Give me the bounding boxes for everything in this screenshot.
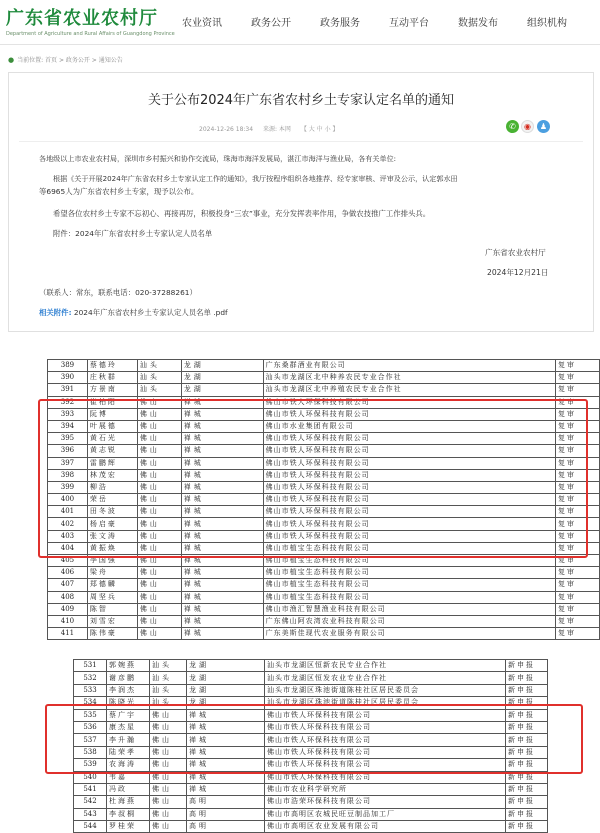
org-cell: 佛山市高明区农业发展有限公司 xyxy=(265,821,506,833)
seq-cell: 405 xyxy=(48,555,88,567)
site-logo[interactable] xyxy=(6,4,186,37)
org-cell: 佛山市植宝生态科技有限公司 xyxy=(263,579,555,591)
city-cell: 佛山 xyxy=(137,396,181,408)
city-cell: 佛山 xyxy=(137,420,181,432)
city-cell: 佛山 xyxy=(150,771,187,783)
nav-item-data-release[interactable]: 数据发布 xyxy=(458,18,498,29)
type-cell: 复审 xyxy=(556,506,600,518)
district-cell: 禅城 xyxy=(181,469,263,481)
district-cell: 禅城 xyxy=(181,542,263,554)
org-cell: 广东美斯佳现代农业服务有限公司 xyxy=(263,628,555,640)
table-row xyxy=(74,684,548,696)
district-cell: 禅城 xyxy=(181,494,263,506)
breadcrumb-text[interactable]: 当前位置: 首页 > 政务公开 > 通知公告 xyxy=(17,57,123,64)
nav-item-organization[interactable]: 组织机构 xyxy=(527,18,567,29)
type-cell: 复审 xyxy=(556,628,600,640)
org-cell: 佛山市铁人环保科技有限公司 xyxy=(265,709,506,721)
table-row xyxy=(48,615,600,627)
seq-cell: 400 xyxy=(48,494,88,506)
location-pin-icon: ● xyxy=(8,56,15,64)
table-row xyxy=(48,567,600,579)
contact-info: （联系人：常东，联系电话：020-37288261） xyxy=(39,288,197,297)
type-cell: 复审 xyxy=(556,420,600,432)
table-row xyxy=(48,603,600,615)
city-cell: 佛山 xyxy=(137,530,181,542)
district-cell: 禅城 xyxy=(181,530,263,542)
city-cell: 佛山 xyxy=(137,433,181,445)
type-cell: 新申报 xyxy=(506,697,548,709)
table-row xyxy=(48,628,600,640)
org-cell: 汕头市龙湖区北中养殖农民专业合作社 xyxy=(263,384,555,396)
type-cell: 复审 xyxy=(556,555,600,567)
org-cell: 汕头市龙湖区珠池街道陈桂社区居民委员会 xyxy=(265,697,506,709)
city-cell: 汕头 xyxy=(137,384,181,396)
city-cell: 佛山 xyxy=(137,555,181,567)
org-cell: 佛山市铁人环保科技有限公司 xyxy=(263,481,555,493)
seq-cell: 402 xyxy=(48,518,88,530)
table-row xyxy=(74,808,548,820)
seq-cell: 395 xyxy=(48,433,88,445)
top-navigation-bar xyxy=(0,0,600,45)
table-row xyxy=(48,384,600,396)
seq-cell: 540 xyxy=(74,771,107,783)
name-cell: 郭婉燕 xyxy=(107,660,150,672)
type-cell: 复审 xyxy=(556,494,600,506)
breadcrumb xyxy=(8,55,123,64)
type-cell: 新申报 xyxy=(506,746,548,758)
district-cell: 禅城 xyxy=(181,408,263,420)
type-cell: 复审 xyxy=(556,408,600,420)
city-cell: 佛山 xyxy=(150,759,187,771)
district-cell: 禅城 xyxy=(187,759,265,771)
seq-cell: 535 xyxy=(74,709,107,721)
city-cell: 佛山 xyxy=(137,615,181,627)
city-cell: 佛山 xyxy=(150,721,187,733)
district-cell: 禅城 xyxy=(181,628,263,640)
type-cell: 新申报 xyxy=(506,660,548,672)
type-cell: 新申报 xyxy=(506,734,548,746)
seq-cell: 401 xyxy=(48,506,88,518)
city-cell: 汕头 xyxy=(150,684,187,696)
city-cell: 佛山 xyxy=(137,457,181,469)
city-cell: 汕头 xyxy=(150,660,187,672)
name-cell: 林茂宏 xyxy=(87,469,137,481)
city-cell: 佛山 xyxy=(150,734,187,746)
org-cell: 广东佛山阿农湾农业科技有限公司 xyxy=(263,615,555,627)
table-row xyxy=(48,579,600,591)
type-cell: 复审 xyxy=(556,518,600,530)
city-cell: 佛山 xyxy=(137,408,181,420)
type-cell: 复审 xyxy=(556,591,600,603)
name-cell: 杜海燕 xyxy=(107,796,150,808)
seq-cell: 403 xyxy=(48,530,88,542)
name-cell: 杨启豪 xyxy=(87,518,137,530)
org-cell: 佛山市农业科学研究所 xyxy=(265,783,506,795)
type-cell: 复审 xyxy=(556,433,600,445)
table-row xyxy=(74,796,548,808)
district-cell: 龙湖 xyxy=(187,672,265,684)
article-card xyxy=(8,72,594,332)
name-cell: 方景南 xyxy=(87,384,137,396)
font-size-selector[interactable]: 【 大 中 小 】 xyxy=(300,126,339,133)
district-cell: 禅城 xyxy=(181,481,263,493)
city-cell: 佛山 xyxy=(137,628,181,640)
table-row xyxy=(48,372,600,384)
name-cell: 田冬波 xyxy=(87,506,137,518)
main-nav xyxy=(182,14,596,29)
city-cell: 佛山 xyxy=(150,746,187,758)
org-cell: 广东桑群酒业有限公司 xyxy=(263,360,555,372)
district-cell: 禅城 xyxy=(181,396,263,408)
district-cell: 龙湖 xyxy=(181,384,263,396)
seq-cell: 391 xyxy=(48,384,88,396)
seq-cell: 404 xyxy=(48,542,88,554)
table-row xyxy=(74,660,548,672)
type-cell: 复审 xyxy=(556,384,600,396)
type-cell: 复审 xyxy=(556,372,600,384)
district-cell: 禅城 xyxy=(187,734,265,746)
article-body-line1: 根据《关于开展2024年广东省农村乡土专家认定工作的通知》，我厅按程序组织各地推荐、经专家审核、评审及公示，认定郭水田 xyxy=(53,174,458,183)
name-cell: 陈伟豪 xyxy=(87,628,137,640)
city-cell: 佛山 xyxy=(150,808,187,820)
name-cell: 陆荣孝 xyxy=(107,746,150,758)
district-cell: 龙湖 xyxy=(187,660,265,672)
name-cell: 雷鹏辉 xyxy=(87,457,137,469)
seq-cell: 399 xyxy=(48,481,88,493)
type-cell: 复审 xyxy=(556,457,600,469)
city-cell: 佛山 xyxy=(137,603,181,615)
divider xyxy=(19,141,583,142)
type-cell: 复审 xyxy=(556,579,600,591)
table-row xyxy=(74,783,548,795)
name-cell: 崔柏阳 xyxy=(87,396,137,408)
city-cell: 佛山 xyxy=(137,542,181,554)
name-cell: 李润杰 xyxy=(107,684,150,696)
city-cell: 佛山 xyxy=(137,518,181,530)
type-cell: 复审 xyxy=(556,481,600,493)
type-cell: 复审 xyxy=(556,396,600,408)
seq-cell: 393 xyxy=(48,408,88,420)
type-cell: 新申报 xyxy=(506,783,548,795)
org-cell: 佛山市铁人环保科技有限公司 xyxy=(265,759,506,771)
type-cell: 新申报 xyxy=(506,684,548,696)
org-cell: 佛山市铁人环保科技有限公司 xyxy=(263,530,555,542)
highlight-box-2 xyxy=(45,704,583,774)
nav-item-gov-affairs[interactable]: 政务公开 xyxy=(251,18,291,29)
type-cell: 复审 xyxy=(556,603,600,615)
related-attachment-label: 相关附件: xyxy=(39,308,72,317)
article-source: 来源: 本网 xyxy=(263,126,291,133)
seq-cell: 534 xyxy=(74,697,107,709)
article-title: 关于公布2024年广东省农村乡土专家认定名单的通知 xyxy=(147,93,455,108)
logo-title: 广东省农业农村厅 xyxy=(6,8,158,29)
name-cell: 柳浩 xyxy=(87,481,137,493)
city-cell: 佛山 xyxy=(137,469,181,481)
type-cell: 新申报 xyxy=(506,808,548,820)
name-cell: 李国强 xyxy=(87,555,137,567)
highlight-box-1 xyxy=(38,399,588,558)
org-cell: 佛山市铁人环保科技有限公司 xyxy=(263,445,555,457)
district-cell: 禅城 xyxy=(181,579,263,591)
org-cell: 佛山市铁人环保科技有限公司 xyxy=(263,494,555,506)
district-cell: 禅城 xyxy=(187,771,265,783)
type-cell: 复审 xyxy=(556,567,600,579)
district-cell: 龙湖 xyxy=(181,372,263,384)
type-cell: 复审 xyxy=(556,360,600,372)
district-cell: 禅城 xyxy=(181,591,263,603)
district-cell: 高明 xyxy=(187,796,265,808)
type-cell: 新申报 xyxy=(506,771,548,783)
seq-cell: 538 xyxy=(74,746,107,758)
seq-cell: 407 xyxy=(48,579,88,591)
org-cell: 佛山市铁人环保科技有限公司 xyxy=(263,518,555,530)
city-cell: 佛山 xyxy=(150,821,187,833)
name-cell: 蔡广宇 xyxy=(107,709,150,721)
type-cell: 新申报 xyxy=(506,796,548,808)
district-cell: 禅城 xyxy=(187,746,265,758)
org-cell: 佛山市植宝生态科技有限公司 xyxy=(263,591,555,603)
type-cell: 新申报 xyxy=(506,672,548,684)
org-cell: 汕头市龙湖区北中种养农民专业合作社 xyxy=(263,372,555,384)
qq-icon[interactable]: ♟ xyxy=(537,120,550,133)
seq-cell: 398 xyxy=(48,469,88,481)
seq-cell: 406 xyxy=(48,567,88,579)
table-row xyxy=(48,360,600,372)
name-cell: 黄石光 xyxy=(87,433,137,445)
type-cell: 复审 xyxy=(556,445,600,457)
nav-item-agri-news[interactable]: 农业资讯 xyxy=(182,18,222,29)
name-cell: 周坚兵 xyxy=(87,591,137,603)
org-cell: 佛山市铁人环保科技有限公司 xyxy=(263,396,555,408)
org-cell: 佛山市铁人环保科技有限公司 xyxy=(263,457,555,469)
seq-cell: 410 xyxy=(48,615,88,627)
city-cell: 佛山 xyxy=(137,494,181,506)
district-cell: 禅城 xyxy=(181,457,263,469)
district-cell: 禅城 xyxy=(181,445,263,457)
logo-subtitle: Department of Agriculture and Rural Affairs of Guangdong Province xyxy=(6,31,175,37)
district-cell: 龙湖 xyxy=(181,360,263,372)
org-cell: 汕头市龙湖区珠池街道陈桂社区居民委员会 xyxy=(265,684,506,696)
name-cell: 罗桂荣 xyxy=(107,821,150,833)
name-cell: 李叔桐 xyxy=(107,808,150,820)
name-cell: 谢彦鹏 xyxy=(107,672,150,684)
city-cell: 佛山 xyxy=(150,709,187,721)
signature-date: 2024年12月21日 xyxy=(487,268,549,277)
seq-cell: 542 xyxy=(74,796,107,808)
district-cell: 龙湖 xyxy=(187,684,265,696)
city-cell: 佛山 xyxy=(137,579,181,591)
seq-cell: 390 xyxy=(48,372,88,384)
name-cell: 叶展德 xyxy=(87,420,137,432)
org-cell: 佛山市铁人环保科技有限公司 xyxy=(263,506,555,518)
city-cell: 汕头 xyxy=(137,372,181,384)
org-cell: 佛山市植宝生态科技有限公司 xyxy=(263,555,555,567)
district-cell: 禅城 xyxy=(181,506,263,518)
district-cell: 禅城 xyxy=(187,721,265,733)
city-cell: 佛山 xyxy=(137,506,181,518)
city-cell: 汕头 xyxy=(137,360,181,372)
org-cell: 佛山市铁人环保科技有限公司 xyxy=(263,469,555,481)
city-cell: 汕头 xyxy=(150,672,187,684)
table-row xyxy=(74,672,548,684)
name-cell: 黄振焕 xyxy=(87,542,137,554)
name-cell: 阮博 xyxy=(87,408,137,420)
district-cell: 禅城 xyxy=(181,420,263,432)
weibo-icon[interactable]: ◉ xyxy=(521,120,534,133)
name-cell: 刘雪宏 xyxy=(87,615,137,627)
org-cell: 佛山市高明区农城民旺豆制品加工厂 xyxy=(265,808,506,820)
article-body-line2: 等6965人为广东省农村乡土专家，现予以公布。 xyxy=(39,187,199,196)
city-cell: 佛山 xyxy=(137,591,181,603)
type-cell: 复审 xyxy=(556,542,600,554)
org-cell: 汕头市龙湖区恒发农业专业合作社 xyxy=(265,672,506,684)
name-cell: 庄秋群 xyxy=(87,372,137,384)
org-cell: 佛山市铁人环保科技有限公司 xyxy=(265,721,506,733)
article-attachment-text: 附件：2024年广东省农村乡土专家认定人员名单 xyxy=(53,229,213,238)
article-greeting: 各地级以上市农业农村局，深圳市乡村振兴和协作交流局，珠海市海洋发展局，湛江市海洋与渔业局，各有关单位: xyxy=(39,154,397,163)
seq-cell: 536 xyxy=(74,721,107,733)
seq-cell: 533 xyxy=(74,684,107,696)
type-cell: 新申报 xyxy=(506,759,548,771)
city-cell: 佛山 xyxy=(150,796,187,808)
nav-item-gov-services[interactable]: 政务服务 xyxy=(320,18,360,29)
wechat-icon[interactable]: ✆ xyxy=(506,120,519,133)
seq-cell: 392 xyxy=(48,396,88,408)
seq-cell: 537 xyxy=(74,734,107,746)
article-meta xyxy=(199,124,347,133)
article-body-line3: 希望各位农村乡土专家不忘初心、再接再厉，积极投身“三农”事业，充分发挥表率作用，争做农技推广工作排头兵。 xyxy=(53,209,431,218)
district-cell: 禅城 xyxy=(187,709,265,721)
name-cell: 李升瀚 xyxy=(107,734,150,746)
seq-cell: 389 xyxy=(48,360,88,372)
org-cell: 汕头市龙湖区恒新农民专业合作社 xyxy=(265,660,506,672)
org-cell: 佛山市植宝生态科技有限公司 xyxy=(263,567,555,579)
org-cell: 佛山市铁人环保科技有限公司 xyxy=(265,746,506,758)
name-cell: 黄志锐 xyxy=(87,445,137,457)
type-cell: 新申报 xyxy=(506,821,548,833)
city-cell: 佛山 xyxy=(150,783,187,795)
signature-org: 广东省农业农村厅 xyxy=(485,248,546,257)
seq-cell: 539 xyxy=(74,759,107,771)
district-cell: 禅城 xyxy=(181,567,263,579)
name-cell: 梁舟 xyxy=(87,567,137,579)
seq-cell: 543 xyxy=(74,808,107,820)
nav-item-interaction[interactable]: 互动平台 xyxy=(389,18,429,29)
name-cell: 冯政 xyxy=(107,783,150,795)
org-cell: 佛山市植宝生态科技有限公司 xyxy=(263,542,555,554)
city-cell: 佛山 xyxy=(137,481,181,493)
city-cell: 佛山 xyxy=(137,567,181,579)
name-cell: 荣岳 xyxy=(87,494,137,506)
name-cell: 郑德麟 xyxy=(87,579,137,591)
seq-cell: 531 xyxy=(74,660,107,672)
type-cell: 复审 xyxy=(556,615,600,627)
district-cell: 高明 xyxy=(187,808,265,820)
related-attachment-file-link[interactable]: 2024年广东省农村乡土专家认定人员名单 .pdf xyxy=(73,308,228,317)
type-cell: 复审 xyxy=(556,530,600,542)
city-cell: 佛山 xyxy=(137,445,181,457)
district-cell: 禅城 xyxy=(181,603,263,615)
district-cell: 禅城 xyxy=(181,555,263,567)
district-cell: 高明 xyxy=(187,821,265,833)
org-cell: 佛山市铁人环保科技有限公司 xyxy=(265,734,506,746)
type-cell: 复审 xyxy=(556,469,600,481)
seq-cell: 396 xyxy=(48,445,88,457)
district-cell: 禅城 xyxy=(181,433,263,445)
name-cell: 农海涛 xyxy=(107,759,150,771)
name-cell: 康杰星 xyxy=(107,721,150,733)
district-cell: 龙湖 xyxy=(187,697,265,709)
org-cell: 佛山市浩荣环保科技有限公司 xyxy=(265,796,506,808)
city-cell: 汕头 xyxy=(150,697,187,709)
article-date: 2024-12-26 18:34 xyxy=(199,126,254,133)
seq-cell: 409 xyxy=(48,603,88,615)
org-cell: 佛山市水业集团有限公司 xyxy=(263,420,555,432)
seq-cell: 544 xyxy=(74,821,107,833)
seq-cell: 541 xyxy=(74,783,107,795)
name-cell: 陈晓光 xyxy=(107,697,150,709)
name-cell: 韦嘉 xyxy=(107,771,150,783)
seq-cell: 532 xyxy=(74,672,107,684)
type-cell: 新申报 xyxy=(506,721,548,733)
name-cell: 陈智 xyxy=(87,603,137,615)
name-cell: 张文涛 xyxy=(87,530,137,542)
district-cell: 禅城 xyxy=(181,615,263,627)
table-row xyxy=(74,821,548,833)
seq-cell: 411 xyxy=(48,628,88,640)
type-cell: 新申报 xyxy=(506,709,548,721)
district-cell: 禅城 xyxy=(187,783,265,795)
org-cell: 佛山市铁人环保科技有限公司 xyxy=(265,771,506,783)
org-cell: 佛山市渔汇智慧渔业科技有限公司 xyxy=(263,603,555,615)
table-row xyxy=(48,591,600,603)
name-cell: 蔡德玲 xyxy=(87,360,137,372)
seq-cell: 394 xyxy=(48,420,88,432)
district-cell: 禅城 xyxy=(181,518,263,530)
seq-cell: 397 xyxy=(48,457,88,469)
org-cell: 佛山市铁人环保科技有限公司 xyxy=(263,408,555,420)
seq-cell: 408 xyxy=(48,591,88,603)
org-cell: 佛山市铁人环保科技有限公司 xyxy=(263,433,555,445)
related-attachment xyxy=(39,306,228,319)
